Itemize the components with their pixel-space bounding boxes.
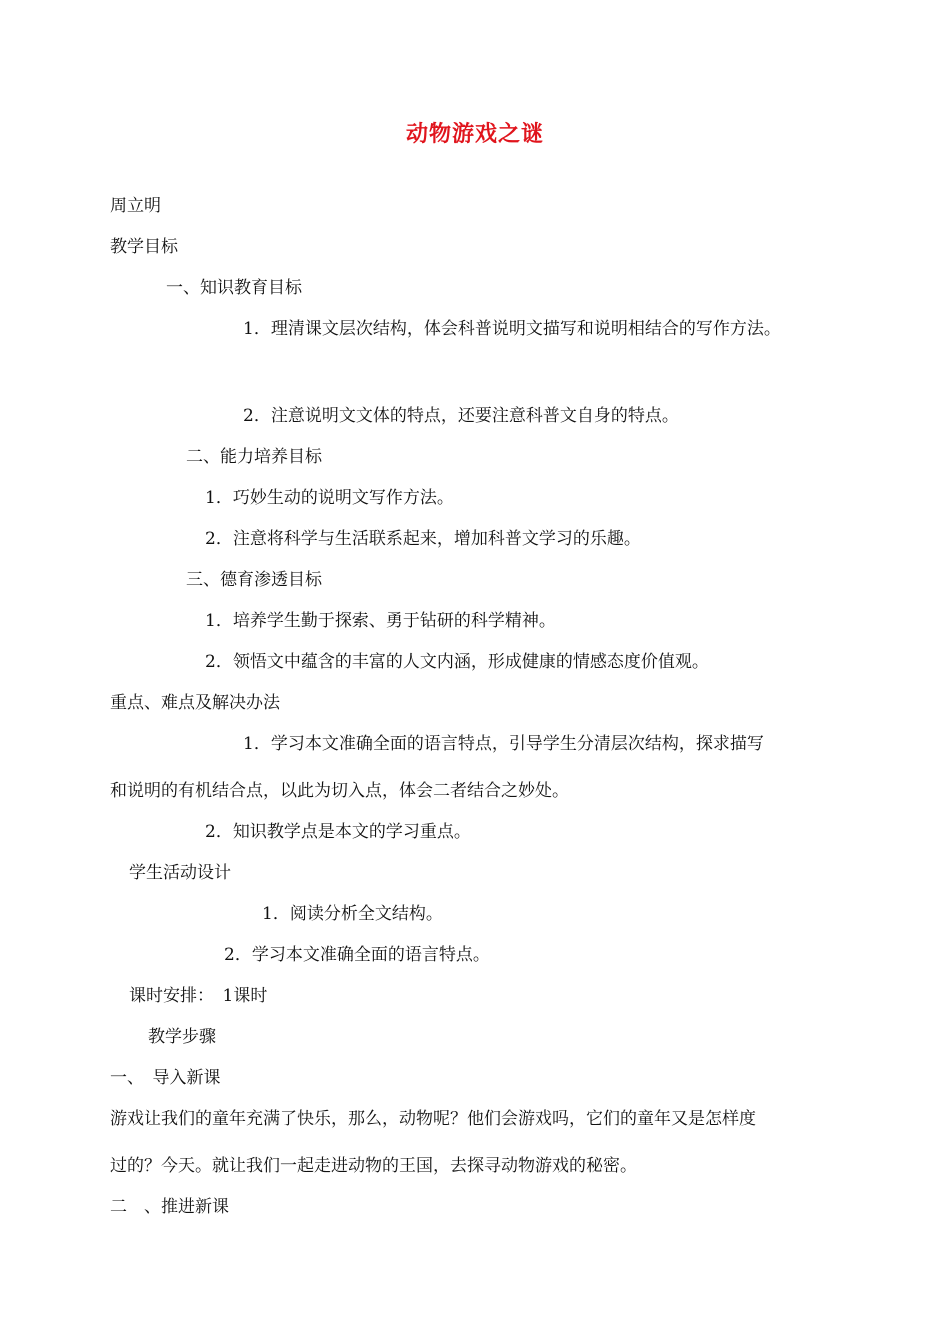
list-item: 2．学习本文准确全面的语言特点。 [224, 945, 490, 965]
subheading-knowledge-goals: 一、知识教育目标 [166, 278, 302, 298]
list-item: 1．培养学生勤于探索、勇于钻研的科学精神。 [205, 611, 556, 631]
class-hours: 课时安排： 1课时 [129, 986, 268, 1006]
section-heading-key-points: 重点、难点及解决办法 [110, 693, 280, 713]
section-heading-activities: 学生活动设计 [129, 863, 231, 883]
subheading-ability-goals: 二、能力培养目标 [186, 447, 322, 467]
section-heading-teaching-goals: 教学目标 [110, 237, 178, 257]
list-item: 1．理清课文层次结构，体会科普说明文描写和说明相结合的写作方法。 [243, 319, 781, 339]
list-item: 2．注意将科学与生活联系起来，增加科普文学习的乐趣。 [205, 529, 641, 549]
paragraph-line: 过的？今天。就让我们一起走进动物的王国，去探寻动物游戏的秘密。 [110, 1156, 637, 1176]
step-heading-advance: 二 、推进新课 [110, 1197, 229, 1217]
list-item: 1．学习本文准确全面的语言特点，引导学生分清层次结构，探求描写 [243, 734, 764, 754]
subheading-moral-goals: 三、德育渗透目标 [186, 570, 322, 590]
list-item: 1．巧妙生动的说明文写作方法。 [205, 488, 454, 508]
list-item: 1．阅读分析全文结构。 [262, 904, 443, 924]
section-heading-teaching-steps: 教学步骤 [148, 1027, 216, 1047]
document-title: 动物游戏之谜 [405, 122, 544, 147]
list-item-continuation: 和说明的有机结合点，以此为切入点，体会二者结合之妙处。 [110, 781, 569, 801]
list-item: 2．注意说明文文体的特点，还要注意科普文自身的特点。 [243, 406, 679, 426]
paragraph-line: 游戏让我们的童年充满了快乐，那么，动物呢？他们会游戏吗，它们的童年又是怎样度 [110, 1109, 756, 1129]
list-item: 2．领悟文中蕴含的丰富的人文内涵，形成健康的情感态度价值观。 [205, 652, 709, 672]
list-item: 2．知识教学点是本文的学习重点。 [205, 822, 471, 842]
step-heading-intro: 一、 导入新课 [110, 1068, 221, 1088]
author-name: 周立明 [110, 196, 161, 216]
